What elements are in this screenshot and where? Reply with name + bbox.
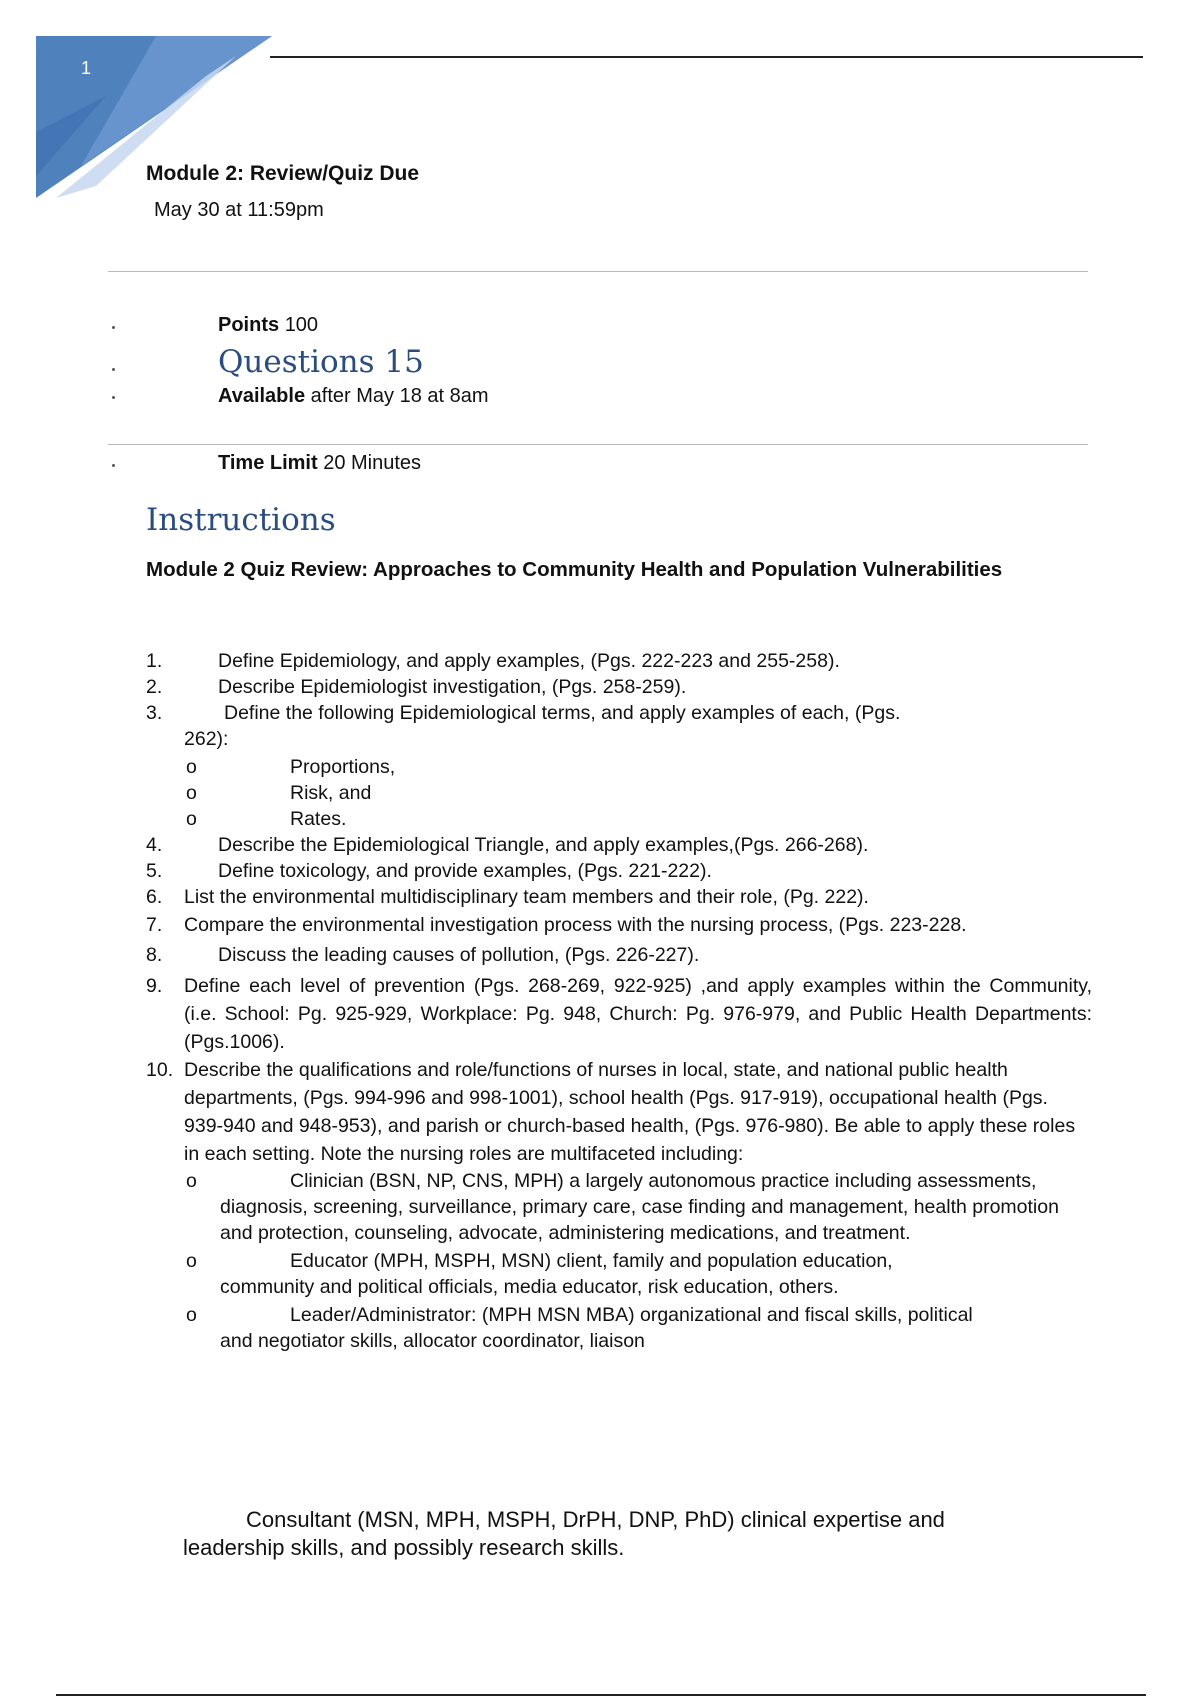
page-number: 1 [81, 58, 92, 78]
bullet-dot [112, 326, 115, 329]
circle-bullet-icon: o [186, 1250, 197, 1272]
list-item: 9. Define each level of prevention (Pgs. 268-269, 922-925) ,and apply examples within the Community, (i.e. School: Pg. 925-929, Workplace: Pg. 948, Church: Pg. 976-979, and Public Health Departments:(Pgs.1006). [146, 975, 1092, 1053]
points-label: Points [218, 314, 280, 336]
sub-list-item: o Leader/Administrator: (MPH MSN MBA) organizational and fiscal skills, political and negotiator skills, allocator coordinator, liaison [186, 1304, 973, 1352]
list-item-continuation: 262): [184, 728, 229, 750]
available-value: after May 18 at 8am [310, 385, 489, 407]
divider [108, 271, 1088, 272]
list-item: 8. Discuss the leading causes of pollution, (Pgs. 226-227). [146, 944, 700, 966]
header-rule [270, 56, 1143, 58]
points-value: 100 [284, 314, 319, 336]
list-item: 4. Describe the Epidemiological Triangle, and apply examples,(Pgs. 266-268). [146, 834, 869, 856]
sub-list-item: o Educator (MPH, MSPH, MSN) client, family and population education, community and political officials, media educator, risk education, others. [186, 1250, 893, 1298]
list-item: 7. Compare the environmental investigation process with the nursing process, (Pgs. 223-228. [146, 914, 967, 936]
divider [108, 444, 1088, 445]
bullet-dot [112, 464, 115, 467]
circle-bullet-icon: o [186, 1304, 197, 1326]
sub-list-item: o Rates. [186, 808, 347, 830]
list-item: 10. Describe the qualifications and role/functions of nurses in local, state, and national public health departments, (Pgs. 994-996 and 998-1001), school health (Pgs. 917-919), occupational health (Pgs. 939-940 and 948-953), and parish or church-based health, (Pgs. 976-980). Be able to apply these roles in each setting. Note the nursing roles are multifaceted including: [146, 1059, 1076, 1165]
sub-list-item: o Risk, and [186, 782, 372, 804]
footer-rule [56, 1694, 1146, 1696]
list-item: 6. List the environmental multidisciplinary team members and their role, (Pg. 222). [146, 886, 869, 908]
circle-bullet-icon: o [186, 756, 197, 778]
sub-list-item: o Clinician (BSN, NP, CNS, MPH) a largely autonomous practice including assessments, diagnosis, screening, surveillance, primary care, case finding and management, health promotion and protection, counseling, advocate, administering medications, and treatment. [186, 1170, 1059, 1244]
bullet-dot [112, 368, 115, 371]
available-label: Available [218, 385, 306, 407]
available-row [218, 385, 489, 408]
time-limit-value: 20 Minutes [323, 452, 422, 474]
questions-count: Questions 15 [218, 344, 424, 380]
points-row [218, 314, 318, 337]
bullet-dot [112, 396, 115, 399]
due-date: May 30 at 11:59pm [154, 199, 324, 221]
list-item: 2. Describe Epidemiologist investigation, (Pgs. 258-259). [146, 676, 687, 698]
review-list [146, 648, 1092, 1354]
list-item: 3. Define the following Epidemiological terms, and apply examples of each, (Pgs. 262): [146, 702, 901, 750]
time-limit-row [218, 452, 421, 475]
instructions-heading: Instructions [146, 502, 336, 538]
list-item: 1. Define Epidemiology, and apply examples, (Pgs. 222-223 and 255-258). [146, 650, 840, 672]
circle-bullet-icon: o [186, 808, 197, 830]
quiz-subtitle: Module 2 Quiz Review: Approaches to Community Health and Population Vulnerabilities [146, 558, 1003, 581]
list-item: 5. Define toxicology, and provide examples, (Pgs. 221-222). [146, 860, 712, 882]
consultant-role: Consultant (MSN, MPH, MSPH, DrPH, DNP, PhD) clinical expertise and leadership skills, and possibly research skills. [183, 1507, 945, 1560]
circle-bullet-icon: o [186, 1170, 197, 1192]
sub-list-item: o Proportions, [186, 756, 396, 778]
time-limit-label: Time Limit [218, 452, 318, 474]
page-title: Module 2: Review/Quiz Due [146, 162, 420, 185]
circle-bullet-icon: o [186, 782, 197, 804]
